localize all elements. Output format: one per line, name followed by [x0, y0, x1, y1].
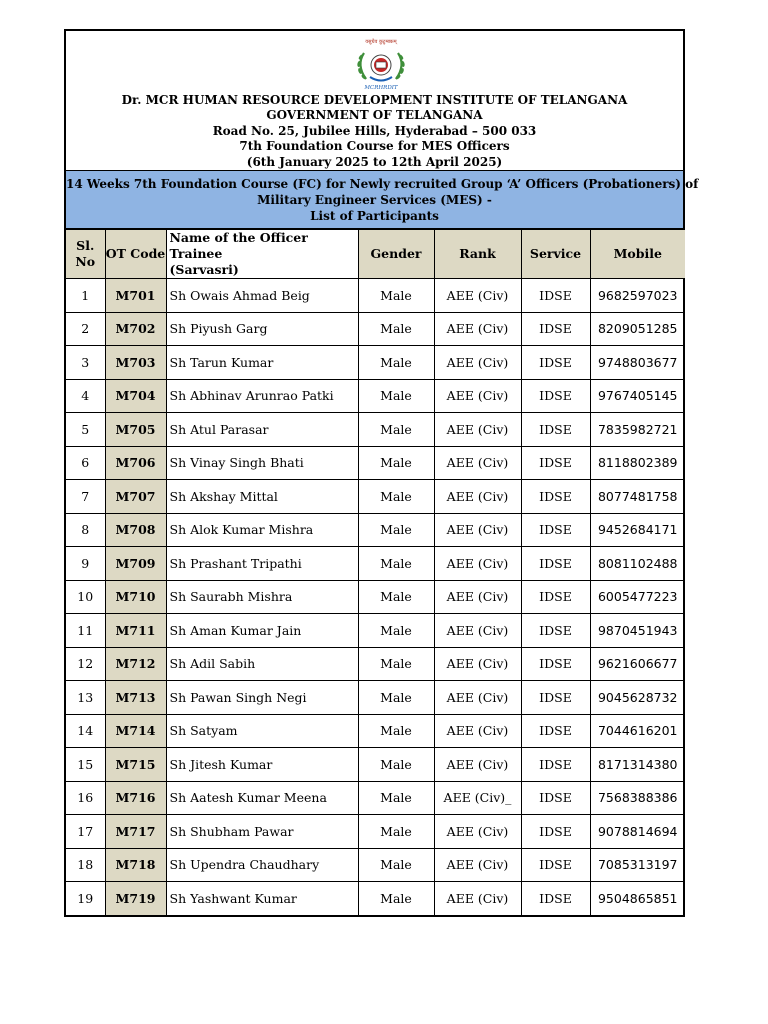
cell-sl-no: 10	[66, 580, 105, 614]
cell-mobile: 6005477223	[590, 580, 685, 614]
cell-rank: AEE (Civ)	[434, 379, 521, 413]
cell-rank: AEE (Civ)	[434, 312, 521, 346]
cell-ot-code: M719	[105, 882, 166, 915]
cell-gender: Male	[358, 379, 434, 413]
cell-gender: Male	[358, 815, 434, 849]
cell-service: IDSE	[521, 714, 590, 748]
cell-mobile: 8077481758	[590, 480, 685, 514]
cell-service: IDSE	[521, 848, 590, 882]
table-row	[66, 346, 685, 380]
cell-name: Sh Abhinav Arunrao Patki	[166, 379, 358, 413]
table-row	[66, 848, 685, 882]
cell-name: Sh Tarun Kumar	[166, 346, 358, 380]
cell-gender: Male	[358, 647, 434, 681]
cell-service: IDSE	[521, 547, 590, 581]
cell-rank: AEE (Civ)	[434, 614, 521, 648]
cell-name: Sh Akshay Mittal	[166, 480, 358, 514]
cell-gender: Male	[358, 346, 434, 380]
cell-sl-no: 3	[66, 346, 105, 380]
cell-rank: AEE (Civ)	[434, 279, 521, 313]
column-header-mobile: Mobile	[590, 230, 685, 279]
cell-ot-code: M704	[105, 379, 166, 413]
cell-ot-code: M718	[105, 848, 166, 882]
cell-ot-code: M703	[105, 346, 166, 380]
cell-sl-no: 11	[66, 614, 105, 648]
cell-sl-no: 17	[66, 815, 105, 849]
cell-ot-code: M705	[105, 413, 166, 447]
cell-mobile: 9045628732	[590, 681, 685, 715]
cell-gender: Male	[358, 547, 434, 581]
cell-ot-code: M711	[105, 614, 166, 648]
banner-line-3: List of Participants	[310, 209, 439, 223]
cell-ot-code: M716	[105, 781, 166, 815]
cell-gender: Male	[358, 614, 434, 648]
column-header-rank: Rank	[434, 230, 521, 279]
cell-name: Sh Pawan Singh Negi	[166, 681, 358, 715]
table-row	[66, 781, 685, 815]
cell-name: Sh Upendra Chaudhary	[166, 848, 358, 882]
cell-name: Sh Shubham Pawar	[166, 815, 358, 849]
cell-service: IDSE	[521, 379, 590, 413]
cell-sl-no: 19	[66, 882, 105, 915]
cell-name: Sh Adil Sabih	[166, 647, 358, 681]
cell-gender: Male	[358, 513, 434, 547]
cell-rank: AEE (Civ)	[434, 413, 521, 447]
table-row	[66, 882, 685, 915]
table-body	[66, 279, 685, 915]
cell-mobile: 9748803677	[590, 346, 685, 380]
cell-rank: AEE (Civ)	[434, 681, 521, 715]
cell-gender: Male	[358, 748, 434, 782]
cell-name: Sh Alok Kumar Mishra	[166, 513, 358, 547]
logo-caption: MCRHRDIT	[364, 85, 398, 91]
cell-service: IDSE	[521, 513, 590, 547]
cell-sl-no: 15	[66, 748, 105, 782]
cell-ot-code: M713	[105, 681, 166, 715]
cell-sl-no: 9	[66, 547, 105, 581]
cell-sl-no: 4	[66, 379, 105, 413]
table-row	[66, 446, 685, 480]
cell-mobile: 8171314380	[590, 748, 685, 782]
cell-service: IDSE	[521, 413, 590, 447]
cell-ot-code: M701	[105, 279, 166, 313]
cell-rank: AEE (Civ)	[434, 346, 521, 380]
cell-ot-code: M706	[105, 446, 166, 480]
course-dates: (6th January 2025 to 12th April 2025)	[246, 154, 503, 169]
cell-rank: AEE (Civ)	[434, 848, 521, 882]
cell-gender: Male	[358, 446, 434, 480]
cell-rank: AEE (Civ)	[434, 748, 521, 782]
cell-rank: AEE (Civ)	[434, 480, 521, 514]
cell-name: Sh Aatesh Kumar Meena	[166, 781, 358, 815]
table-row	[66, 513, 685, 547]
government-name: GOVERNMENT OF TELANGANA	[266, 108, 483, 123]
table-row	[66, 647, 685, 681]
cell-rank: AEE (Civ)	[434, 714, 521, 748]
cell-sl-no: 12	[66, 647, 105, 681]
banner-line-1: 14 Weeks 7th Foundation Course (FC) for Newly recruited Group ‘A’ Officers (Probationers) of	[66, 177, 699, 191]
banner-line-2: Military Engineer Services (MES) -	[257, 193, 492, 207]
cell-service: IDSE	[521, 446, 590, 480]
cell-mobile: 8118802389	[590, 446, 685, 480]
cell-service: IDSE	[521, 781, 590, 815]
column-header-gender: Gender	[358, 230, 434, 279]
cell-gender: Male	[358, 413, 434, 447]
cell-mobile: 9682597023	[590, 279, 685, 313]
cell-mobile: 9078814694	[590, 815, 685, 849]
cell-sl-no: 14	[66, 714, 105, 748]
document-header	[66, 31, 683, 171]
cell-gender: Male	[358, 714, 434, 748]
cell-name: Sh Saurabh Mishra	[166, 580, 358, 614]
cell-sl-no: 6	[66, 446, 105, 480]
cell-service: IDSE	[521, 882, 590, 915]
cell-service: IDSE	[521, 279, 590, 313]
cell-gender: Male	[358, 681, 434, 715]
institute-address: Road No. 25, Jubilee Hills, Hyderabad – 500 033	[212, 123, 537, 138]
participants-sheet	[64, 29, 699, 917]
cell-gender: Male	[358, 480, 434, 514]
cell-name: Sh Atul Parasar	[166, 413, 358, 447]
table-row	[66, 748, 685, 782]
participants-table	[66, 229, 685, 915]
cell-ot-code: M702	[105, 312, 166, 346]
cell-name: Sh Vinay Singh Bhati	[166, 446, 358, 480]
table-row	[66, 379, 685, 413]
cell-mobile: 7568388386	[590, 781, 685, 815]
column-header-sl-no: Sl. No	[66, 230, 105, 279]
table-row	[66, 312, 685, 346]
cell-ot-code: M710	[105, 580, 166, 614]
cell-service: IDSE	[521, 580, 590, 614]
institute-logo	[350, 37, 412, 91]
list-banner	[66, 171, 699, 229]
cell-service: IDSE	[521, 346, 590, 380]
cell-ot-code: M707	[105, 480, 166, 514]
cell-mobile: 7085313197	[590, 848, 685, 882]
cell-sl-no: 18	[66, 848, 105, 882]
cell-rank: AEE (Civ)	[434, 580, 521, 614]
cell-ot-code: M715	[105, 748, 166, 782]
table-row	[66, 413, 685, 447]
table-row	[66, 547, 685, 581]
cell-name: Sh Aman Kumar Jain	[166, 614, 358, 648]
cell-name: Sh Satyam	[166, 714, 358, 748]
cell-ot-code: M709	[105, 547, 166, 581]
column-header-ot-code: OT Code	[105, 230, 166, 279]
cell-sl-no: 2	[66, 312, 105, 346]
cell-service: IDSE	[521, 647, 590, 681]
cell-mobile: 8209051285	[590, 312, 685, 346]
cell-gender: Male	[358, 781, 434, 815]
cell-mobile: 9452684171	[590, 513, 685, 547]
column-header-service: Service	[521, 230, 590, 279]
cell-mobile: 7835982721	[590, 413, 685, 447]
cell-sl-no: 16	[66, 781, 105, 815]
cell-rank: AEE (Civ)	[434, 815, 521, 849]
table-row	[66, 279, 685, 313]
table-row	[66, 480, 685, 514]
cell-mobile: 9767405145	[590, 379, 685, 413]
cell-rank: AEE (Civ)	[434, 647, 521, 681]
cell-service: IDSE	[521, 815, 590, 849]
cell-sl-no: 5	[66, 413, 105, 447]
cell-mobile: 7044616201	[590, 714, 685, 748]
column-header-name: Name of the Officer Trainee (Sarvasri)	[166, 230, 358, 279]
cell-ot-code: M708	[105, 513, 166, 547]
cell-sl-no: 8	[66, 513, 105, 547]
logo-motto: वसुधैव कुटुम्बकम्	[365, 39, 397, 45]
cell-rank: AEE (Civ)	[434, 513, 521, 547]
cell-service: IDSE	[521, 614, 590, 648]
cell-gender: Male	[358, 882, 434, 915]
cell-rank: AEE (Civ)	[434, 882, 521, 915]
table-row	[66, 614, 685, 648]
cell-service: IDSE	[521, 681, 590, 715]
table-row	[66, 580, 685, 614]
cell-mobile: 8081102488	[590, 547, 685, 581]
cell-name: Sh Prashant Tripathi	[166, 547, 358, 581]
table-header-row	[66, 230, 685, 279]
table-row	[66, 681, 685, 715]
cell-name: Sh Yashwant Kumar	[166, 882, 358, 915]
cell-ot-code: M714	[105, 714, 166, 748]
cell-gender: Male	[358, 279, 434, 313]
cell-gender: Male	[358, 848, 434, 882]
cell-sl-no: 13	[66, 681, 105, 715]
cell-rank: AEE (Civ)	[434, 547, 521, 581]
cell-ot-code: M717	[105, 815, 166, 849]
table-row	[66, 815, 685, 849]
cell-name: Sh Jitesh Kumar	[166, 748, 358, 782]
cell-sl-no: 7	[66, 480, 105, 514]
cell-gender: Male	[358, 580, 434, 614]
cell-sl-no: 1	[66, 279, 105, 313]
cell-service: IDSE	[521, 748, 590, 782]
cell-service: IDSE	[521, 480, 590, 514]
cell-service: IDSE	[521, 312, 590, 346]
institute-name: Dr. MCR HUMAN RESOURCE DEVELOPMENT INSTITUTE OF TELANGANA	[121, 93, 628, 107]
cell-mobile: 9870451943	[590, 614, 685, 648]
cell-gender: Male	[358, 312, 434, 346]
cell-rank: AEE (Civ)_	[434, 781, 521, 815]
cell-mobile: 9621606677	[590, 647, 685, 681]
course-title: 7th Foundation Course for MES Officers	[239, 139, 510, 154]
cell-ot-code: M712	[105, 647, 166, 681]
cell-rank: AEE (Civ)	[434, 446, 521, 480]
table-row	[66, 714, 685, 748]
cell-name: Sh Owais Ahmad Beig	[166, 279, 358, 313]
cell-name: Sh Piyush Garg	[166, 312, 358, 346]
cell-mobile: 9504865851	[590, 882, 685, 915]
